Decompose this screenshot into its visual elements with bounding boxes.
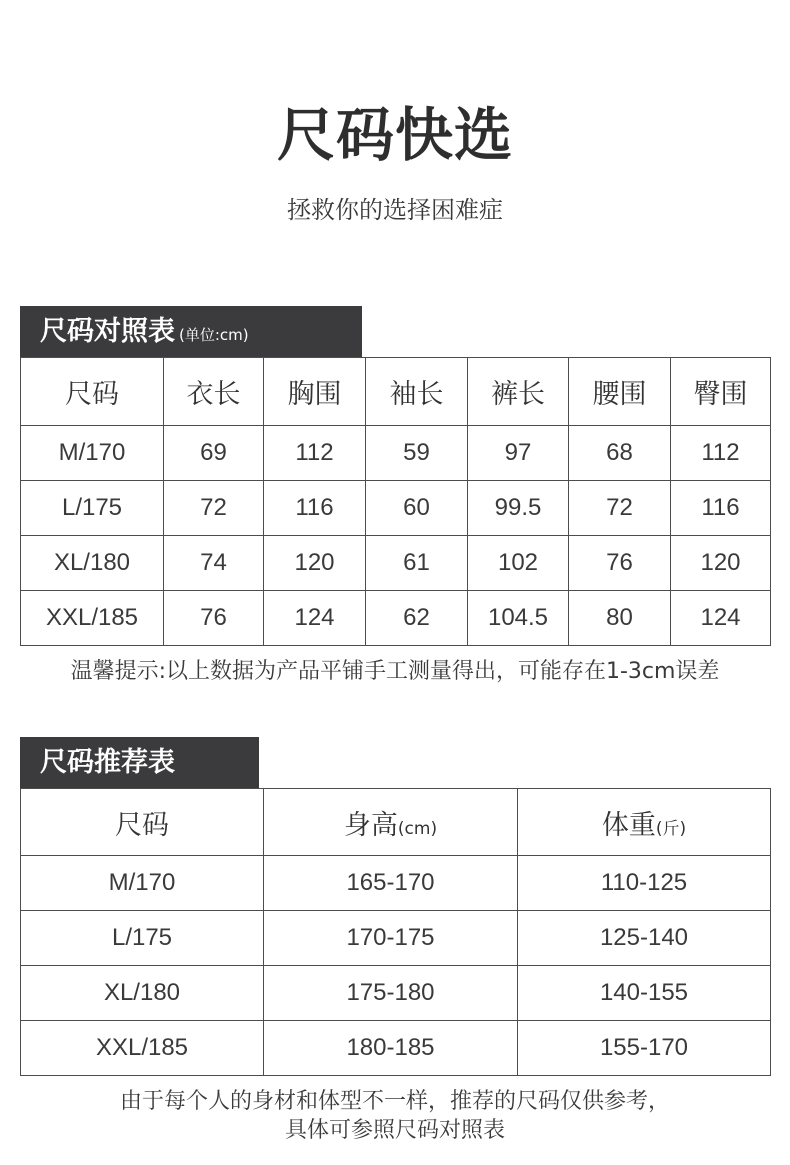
column-header-label: 尺码: [115, 809, 169, 841]
column-header-height: [264, 789, 518, 856]
table-cell: M/170: [21, 426, 164, 481]
table-cell: 74: [164, 536, 264, 591]
table-cell: M/170: [21, 856, 264, 911]
recommend-chart-note: [0, 1087, 790, 1145]
table-cell: XL/180: [21, 536, 164, 591]
table-cell: 72: [569, 481, 671, 536]
table-cell: 112: [671, 426, 771, 481]
table-cell: 124: [264, 591, 366, 646]
table-cell: 125-140: [518, 911, 771, 966]
table-cell: 102: [468, 536, 569, 591]
table-cell: 76: [164, 591, 264, 646]
table-row: [21, 856, 771, 911]
size-chart-heading-text: 尺码对照表: [40, 316, 175, 347]
table-cell: 155-170: [518, 1021, 771, 1076]
table-cell: L/175: [21, 911, 264, 966]
page-subtitle: 拯救你的选择困难症: [287, 196, 503, 224]
recommend-chart-table: [20, 788, 771, 1076]
recommend-note-line: 具体可参照尺码对照表: [284, 1118, 505, 1143]
table-cell: 60: [366, 481, 468, 536]
table-cell: 170-175: [264, 911, 518, 966]
table-header-row: [21, 789, 771, 856]
table-cell: XXL/185: [21, 591, 164, 646]
table-cell: L/175: [21, 481, 164, 536]
table-cell: 80: [569, 591, 671, 646]
size-chart-unit: (单位:cm): [179, 326, 249, 344]
column-header-size: 尺码: [21, 358, 164, 426]
column-header-sleeve: 袖长: [366, 358, 468, 426]
table-cell: 97: [468, 426, 569, 481]
table-cell: 61: [366, 536, 468, 591]
table-cell: XL/180: [21, 966, 264, 1021]
table-cell: 124: [671, 591, 771, 646]
table-cell: 76: [569, 536, 671, 591]
recommend-chart-heading: [20, 737, 259, 788]
table-row: [21, 911, 771, 966]
table-cell: 140-155: [518, 966, 771, 1021]
table-cell: 99.5: [468, 481, 569, 536]
size-chart-table: [20, 357, 771, 646]
column-header-hip: 臀围: [671, 358, 771, 426]
table-cell: 120: [671, 536, 771, 591]
column-header-size: [21, 789, 264, 856]
page-title: 尺码快选: [276, 101, 513, 169]
table-row: [21, 591, 771, 646]
table-cell: XXL/185: [21, 1021, 264, 1076]
size-chart-heading: [20, 306, 362, 357]
table-row: [21, 426, 771, 481]
column-header-label: 身高: [343, 809, 398, 841]
table-cell: 175-180: [264, 966, 518, 1021]
table-cell: 180-185: [264, 1021, 518, 1076]
recommend-chart-heading-text: 尺码推荐表: [40, 747, 175, 778]
table-row: [21, 481, 771, 536]
table-cell: 59: [366, 426, 468, 481]
table-row: [21, 966, 771, 1021]
table-header-row: [21, 358, 771, 426]
table-cell: 112: [264, 426, 366, 481]
table-cell: 62: [366, 591, 468, 646]
table-cell: 72: [164, 481, 264, 536]
size-chart-note: 温馨提示:以上数据为产品平铺手工测量得出，可能存在1-3cm误差: [70, 659, 720, 684]
column-header-unit: (cm): [397, 818, 438, 839]
table-cell: 116: [671, 481, 771, 536]
column-header-chest: 胸围: [264, 358, 366, 426]
column-header-label: 体重: [601, 809, 656, 841]
table-cell: 69: [164, 426, 264, 481]
column-header-waist: 腰围: [569, 358, 671, 426]
table-cell: 110-125: [518, 856, 771, 911]
column-header-unit: (斤): [655, 818, 687, 839]
column-header-weight: [518, 789, 771, 856]
column-header-pants-length: 裤长: [468, 358, 569, 426]
table-cell: 68: [569, 426, 671, 481]
table-cell: 120: [264, 536, 366, 591]
table-row: [21, 536, 771, 591]
recommend-note-line: 由于每个人的身材和体型不一样，推荐的尺码仅供参考，: [119, 1089, 670, 1114]
table-cell: 116: [264, 481, 366, 536]
column-header-length: 衣长: [164, 358, 264, 426]
table-cell: 104.5: [468, 591, 569, 646]
table-row: [21, 1021, 771, 1076]
table-cell: 165-170: [264, 856, 518, 911]
